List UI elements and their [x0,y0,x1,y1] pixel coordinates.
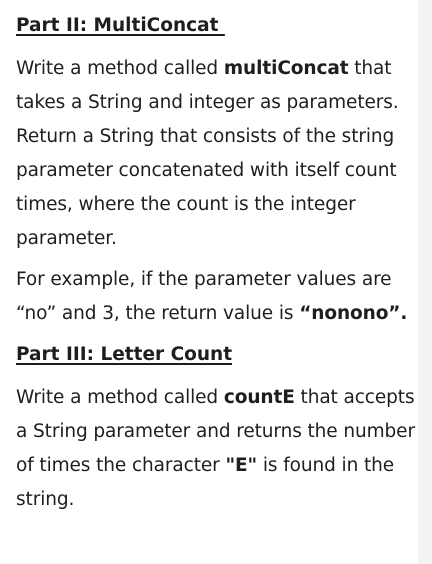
part2-desc-text-2: that takes a String and integer as parameters. Return a String that consists of the string parameter concatenated with itself count times, where the count is the integer parameter. [16,58,399,249]
part3-desc-text-3: is found in the string. [16,455,395,510]
page-edge [418,0,432,564]
part3-desc-text-2: that accepts a String parameter and returns the number of times the character [16,387,415,476]
part2-heading: Part II: MultiConcat [16,15,225,36]
part2-desc-text-1: Write a method called [16,58,224,79]
part2-example [16,263,420,331]
part2-example-result: “nonono”. [299,303,408,324]
part2-method-name: multiConcat [223,58,349,79]
part3-method-name: countE [223,387,295,408]
part2-description [16,52,420,256]
part3-desc-text-1: Write a method called [16,387,224,408]
part3-character: "E" [225,455,258,476]
part3-description [16,381,420,517]
part2-example-text: For example, if the parameter values are “no” and 3, the return value is [16,269,392,324]
part3-heading: Part III: Letter Count [16,344,233,365]
